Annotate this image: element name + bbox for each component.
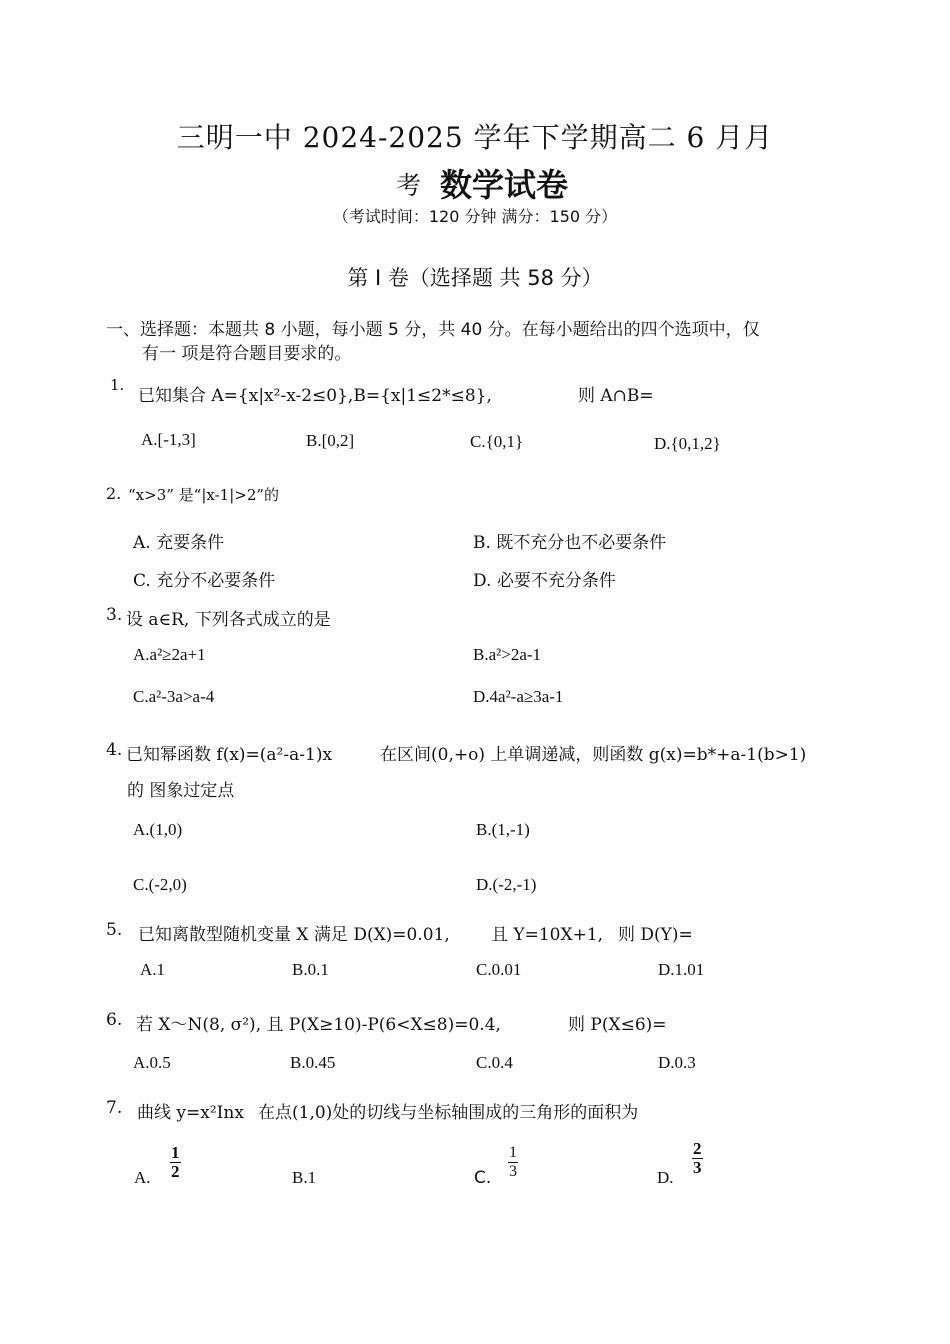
- q7-option-a-fraction: [170, 1144, 181, 1181]
- q3-option-d: D.4a²-a≥3a-1: [473, 687, 564, 706]
- q7-option-d: [657, 1168, 674, 1188]
- q2-option-b: B. 既不充分也不必要条件: [473, 533, 667, 553]
- q2-stem: “x>3” 是“|x-1|>2”的: [128, 486, 280, 504]
- q7-stem-tail: 在点(1,0)处的切线与坐标轴围成的三角形的面积为: [258, 1103, 639, 1123]
- q7-a-denominator: 2: [171, 1162, 180, 1181]
- section-instructions: [106, 318, 760, 366]
- q5-option-c: C.0.01: [476, 960, 522, 979]
- q3-option-a: A.a²≥2a+1: [133, 645, 206, 664]
- q7-option-c-label: C.: [474, 1168, 492, 1188]
- q6-number: 6.: [106, 1010, 123, 1030]
- q7-c-numerator: 1: [509, 1144, 517, 1161]
- q1-option-c: C.{0,1}: [470, 432, 524, 451]
- q7-option-a: [134, 1168, 151, 1188]
- q2-option-a: A. 充要条件: [133, 533, 225, 553]
- q6-stem-tail: 则 P(X≤6)=: [568, 1015, 667, 1035]
- exam-title-main: 数学试卷: [440, 166, 569, 204]
- q3-option-b: B.a²>2a-1: [473, 645, 542, 664]
- q6-option-a: A.0.5: [133, 1053, 171, 1072]
- q1-option-b: B.[0,2]: [306, 431, 355, 450]
- q7-option-d-label: D.: [657, 1168, 674, 1187]
- section-line2: 有一 项是符合题目要求的。: [142, 344, 352, 364]
- q5-stem-mid: 且 Y=10X+1,: [491, 925, 604, 945]
- q5-stem-tail: 则 D(Y)=: [618, 925, 693, 945]
- q6-option-c: C.0.4: [476, 1053, 513, 1072]
- q3-number: 3.: [106, 605, 123, 625]
- q5-option-d: D.1.01: [658, 960, 705, 979]
- q1-option-a: A.[-1,3]: [141, 430, 196, 449]
- q7-number: 7.: [106, 1098, 123, 1118]
- q2-option-d: D. 必要不充分条件: [473, 571, 616, 591]
- q4-option-b: B.(1,-1): [476, 820, 530, 839]
- q4-stem-line2: 的 图象过定点: [127, 781, 235, 801]
- q7-option-b: B.1: [292, 1168, 317, 1187]
- q6-option-b: B.0.45: [290, 1053, 336, 1072]
- q7-option-a-label: A.: [134, 1168, 151, 1187]
- q7-option-c-fraction: [508, 1144, 518, 1181]
- q5-option-b: B.0.1: [292, 960, 329, 979]
- q7-d-numerator: 2: [693, 1139, 702, 1158]
- exam-subtitle: （考试时间：120 分钟 满分：150 分）: [332, 207, 618, 226]
- q7-option-c: [474, 1168, 491, 1188]
- q7-c-denominator: 3: [509, 1163, 517, 1180]
- q7-a-numerator: 1: [171, 1143, 180, 1162]
- exam-title-line1: 三明一中 2024-2025 学年下学期高二 6 月月: [176, 121, 774, 154]
- q7-stem: 曲线 y=x²Inx: [137, 1103, 244, 1123]
- q5-stem: 已知离散型随机变量 X 满足 D(X)=0.01,: [138, 925, 450, 945]
- q6-stem: 若 X～N(8, σ²), 且 P(X≥10)-P(6<X≤8)=0.4,: [136, 1015, 501, 1035]
- q7-option-d-fraction: [692, 1140, 703, 1177]
- q1-option-d: D.{0,1,2}: [654, 434, 721, 453]
- part-title: 第 I 卷（选择题 共 58 分）: [347, 266, 603, 290]
- q3-stem: 设 a∈R, 下列各式成立的是: [126, 610, 331, 630]
- q4-option-a: A.(1,0): [133, 820, 183, 839]
- q5-number: 5.: [106, 920, 123, 940]
- section-line1: 一、选择题：本题共 8 小题，每小题 5 分，共 40 分。在每小题给出的四个选项中，仅: [106, 320, 760, 340]
- q4-stem: 已知幂函数 f(x)=(a²-a-1)x: [126, 745, 333, 765]
- q1-stem: 已知集合 A={x|x²-x-2≤0},B={x|1≤2*≤8},: [138, 386, 492, 406]
- q4-number: 4.: [106, 740, 123, 760]
- q6-option-d: D.0.3: [658, 1053, 696, 1072]
- exam-title-prefix: 考: [396, 171, 422, 200]
- q1-number: 1.: [110, 376, 125, 394]
- q1-stem-tail: 则 A∩B=: [578, 386, 654, 406]
- q4-option-d: D.(-2,-1): [476, 875, 537, 894]
- q2-number: 2.: [106, 484, 122, 503]
- q5-option-a: A.1: [140, 960, 166, 979]
- q4-stem-mid: 在区间(0,+o) 上单调递减，则函数 g(x)=b*+a-1(b>1): [380, 745, 807, 765]
- q2-option-c: C. 充分不必要条件: [133, 571, 276, 591]
- q4-option-c: C.(-2,0): [133, 875, 187, 894]
- q3-option-c: C.a²-3a>a-4: [133, 687, 215, 706]
- q7-d-denominator: 3: [693, 1158, 702, 1177]
